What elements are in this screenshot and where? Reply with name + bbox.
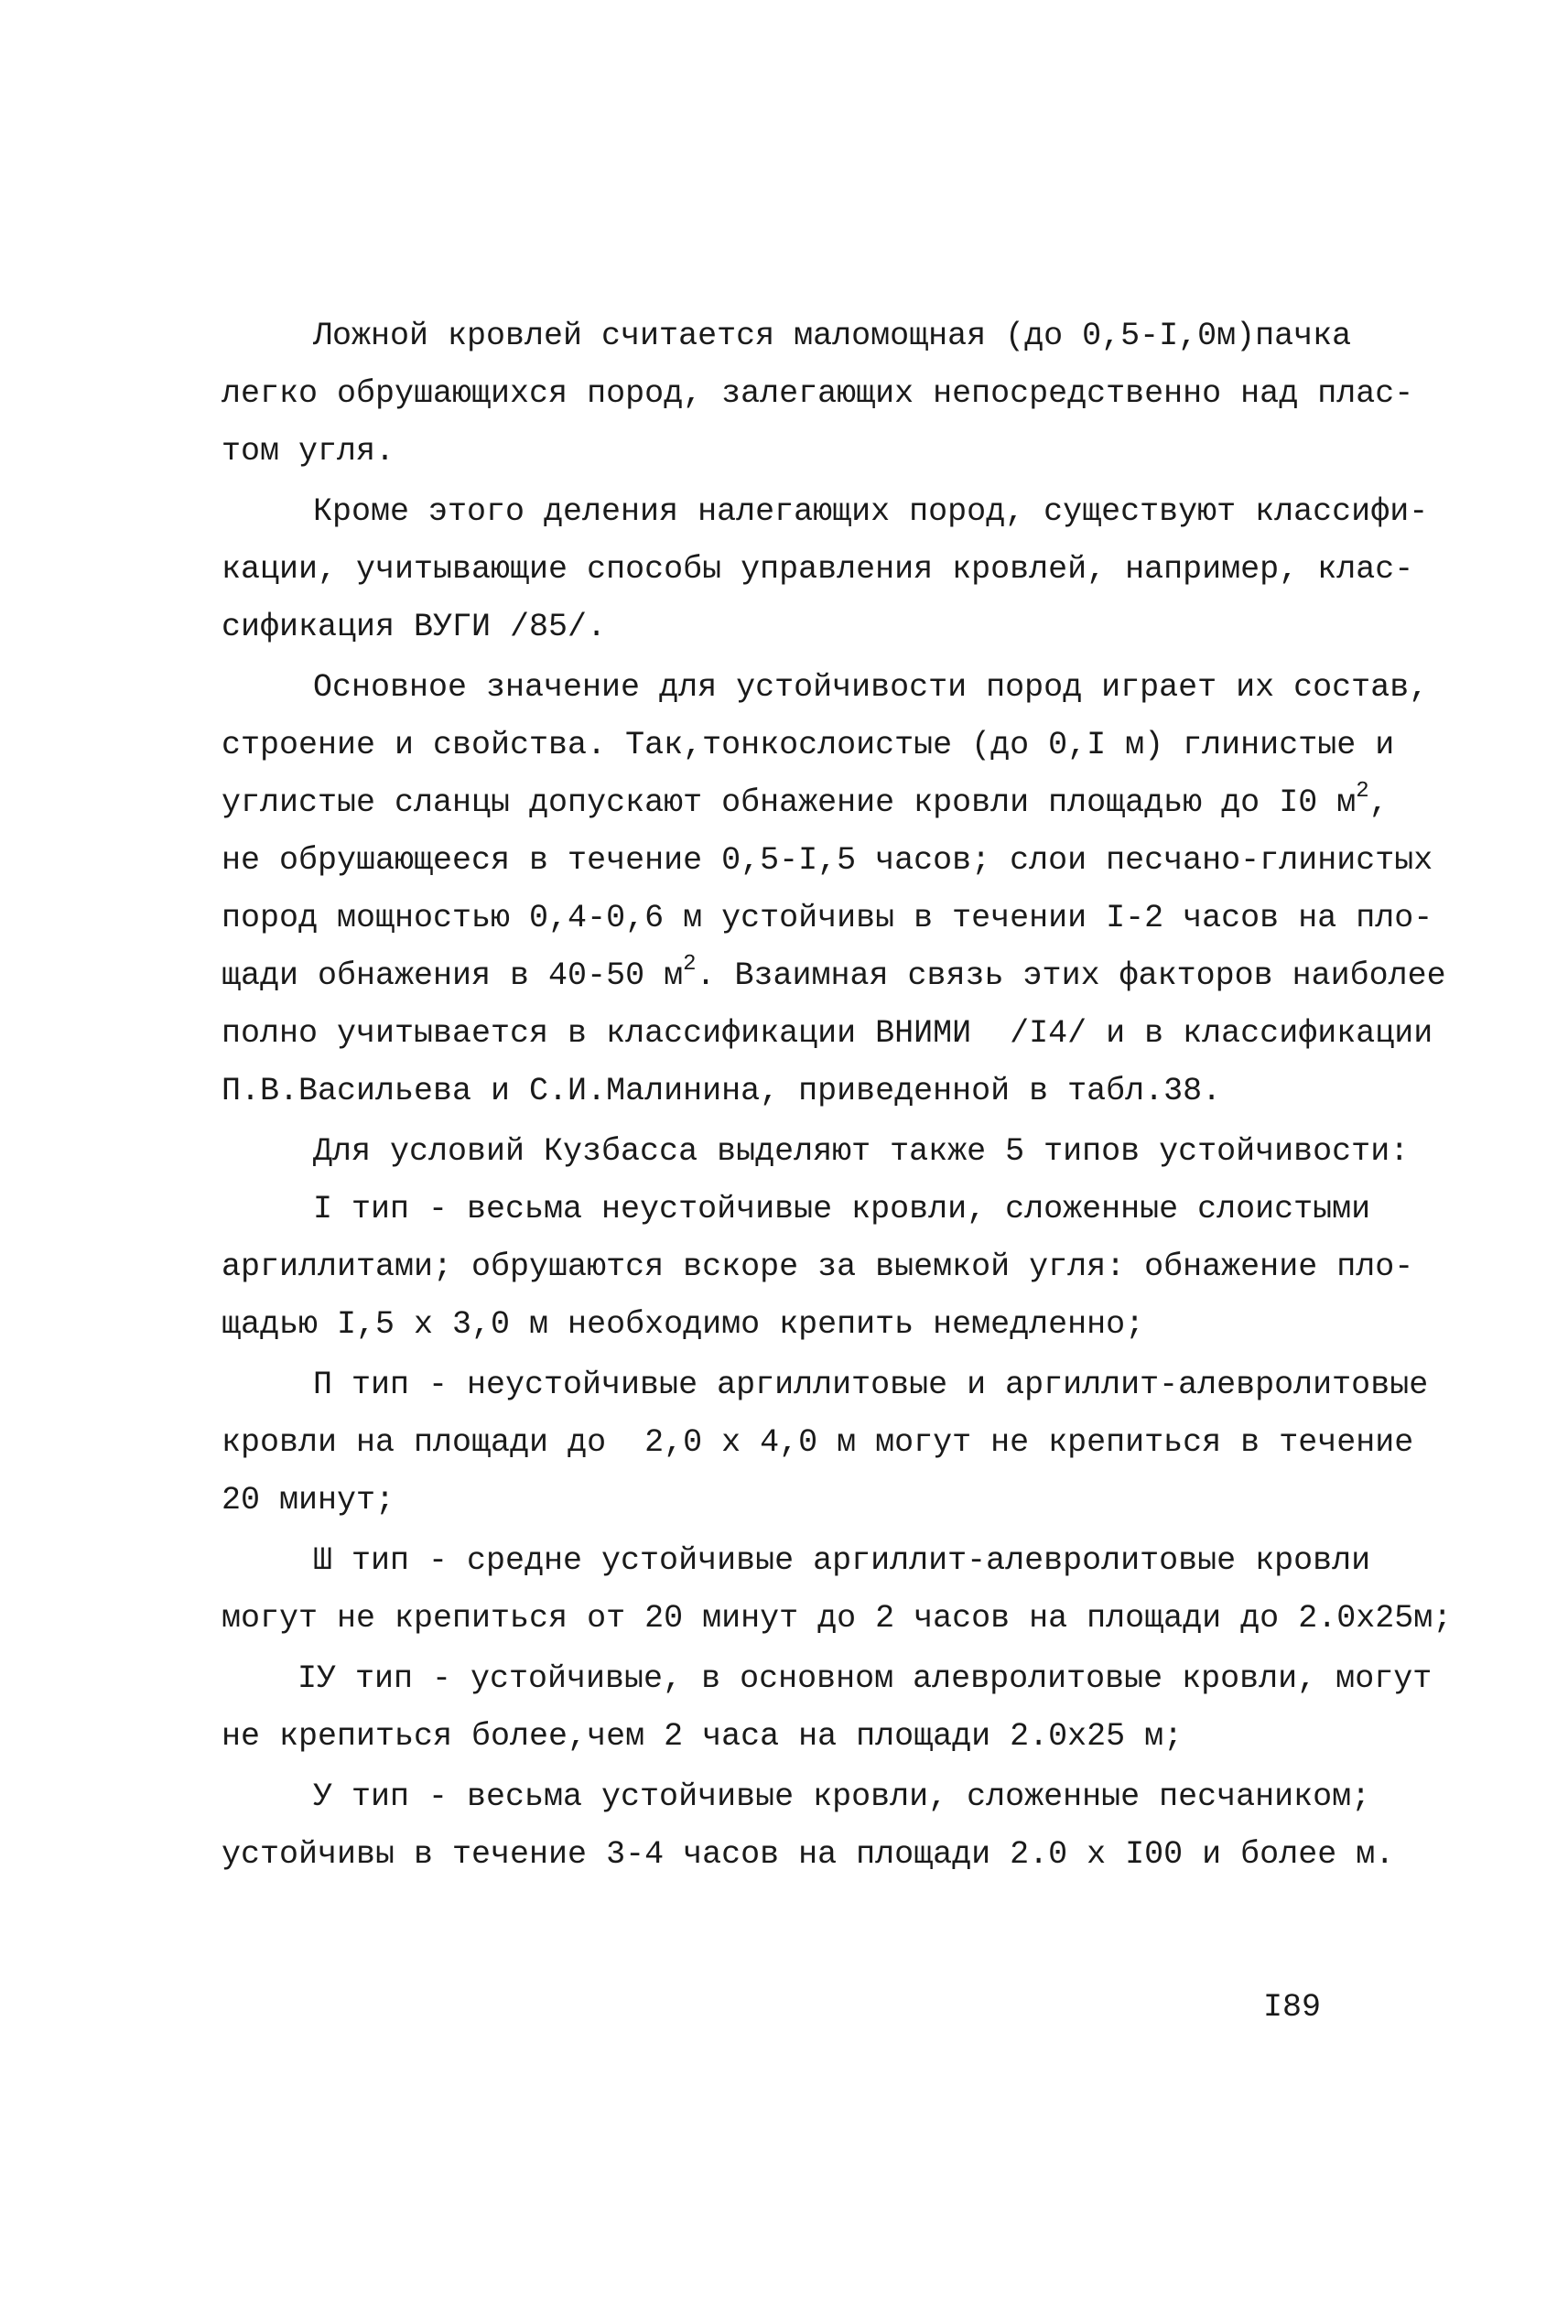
text-line: Кроме этого деления налегающих пород, существуют классифи-	[313, 493, 1429, 530]
text-line: устойчивы в течение 3-4 часов на площади 2.0 х I00 и более м.	[222, 1836, 1395, 1873]
text-line: Ш тип - средне устойчивые аргиллит-алевролитовые кровли	[313, 1542, 1371, 1579]
text-line: I тип - весьма неустойчивые кровли, сложенные слоистыми	[313, 1191, 1371, 1227]
text-line: сификация ВУГИ /85/.	[222, 609, 607, 645]
text-line: кровли на площади до 2,0 х 4,0 м могут не крепиться в течение	[222, 1424, 1414, 1461]
text-line: 20 минут;	[222, 1482, 395, 1519]
page-number: I89	[1263, 1989, 1322, 2026]
text-line	[222, 952, 1446, 994]
text-line: Для условий Кузбасса выделяют также 5 типов устойчивости:	[313, 1133, 1410, 1170]
text-line: легко обрушающихся пород, залегающих непосредственно над плас-	[222, 375, 1414, 412]
text-line: строение и свойства. Так,тонкослоистые (до 0,I м) глинистые и	[222, 727, 1395, 763]
superscript: 2	[683, 952, 697, 977]
superscript: 2	[1356, 779, 1369, 804]
text-line: П.В.Васильева и С.И.Малинина, приведенной в табл.38.	[222, 1073, 1222, 1109]
text-line: щадью I,5 х 3,0 м необходимо крепить немедленно;	[222, 1306, 1145, 1343]
text-run: щади обнажения в 40-50 м	[222, 957, 684, 994]
text-line: не крепиться более,чем 2 часа на площади 2.0х25 м;	[222, 1718, 1184, 1755]
text-line: кации, учитывающие способы управления кровлей, например, клас-	[222, 551, 1414, 588]
text-line: пород мощностью 0,4-0,6 м устойчивы в течении I-2 часов на пло-	[222, 900, 1433, 936]
text-line: полно учитывается в классификации ВНИМИ /I4/ и в классификации	[222, 1015, 1433, 1052]
text-line: не обрушающееся в течение 0,5-I,5 часов; слои песчано-глинистых	[222, 842, 1433, 879]
text-line: IУ тип - устойчивые, в основном алевролитовые кровли, могут	[297, 1660, 1433, 1697]
text-line: Основное значение для устойчивости пород играет их состав,	[313, 669, 1429, 706]
text-line: П тип - неустойчивые аргиллитовые и аргиллит-алевролитовые	[313, 1367, 1429, 1403]
text-line	[222, 779, 1389, 821]
text-line: Ложной кровлей считается маломощная (до 0,5-I,0м)пачка	[313, 318, 1352, 354]
text-line: аргиллитами; обрушаются вскоре за выемкой угля: обнажение пло-	[222, 1248, 1414, 1285]
text-run: ,	[1368, 784, 1389, 821]
text-line: том угля.	[222, 433, 395, 470]
text-run: . Взаимная связь этих факторов наиболее	[696, 957, 1446, 994]
text-line: У тип - весьма устойчивые кровли, сложенные песчаником;	[313, 1778, 1371, 1815]
text-run: углистые сланцы допускают обнажение кровли площадью до I0 м	[222, 784, 1357, 821]
text-line: могут не крепиться от 20 минут до 2 часов на площади до 2.0х25м;	[222, 1600, 1453, 1637]
